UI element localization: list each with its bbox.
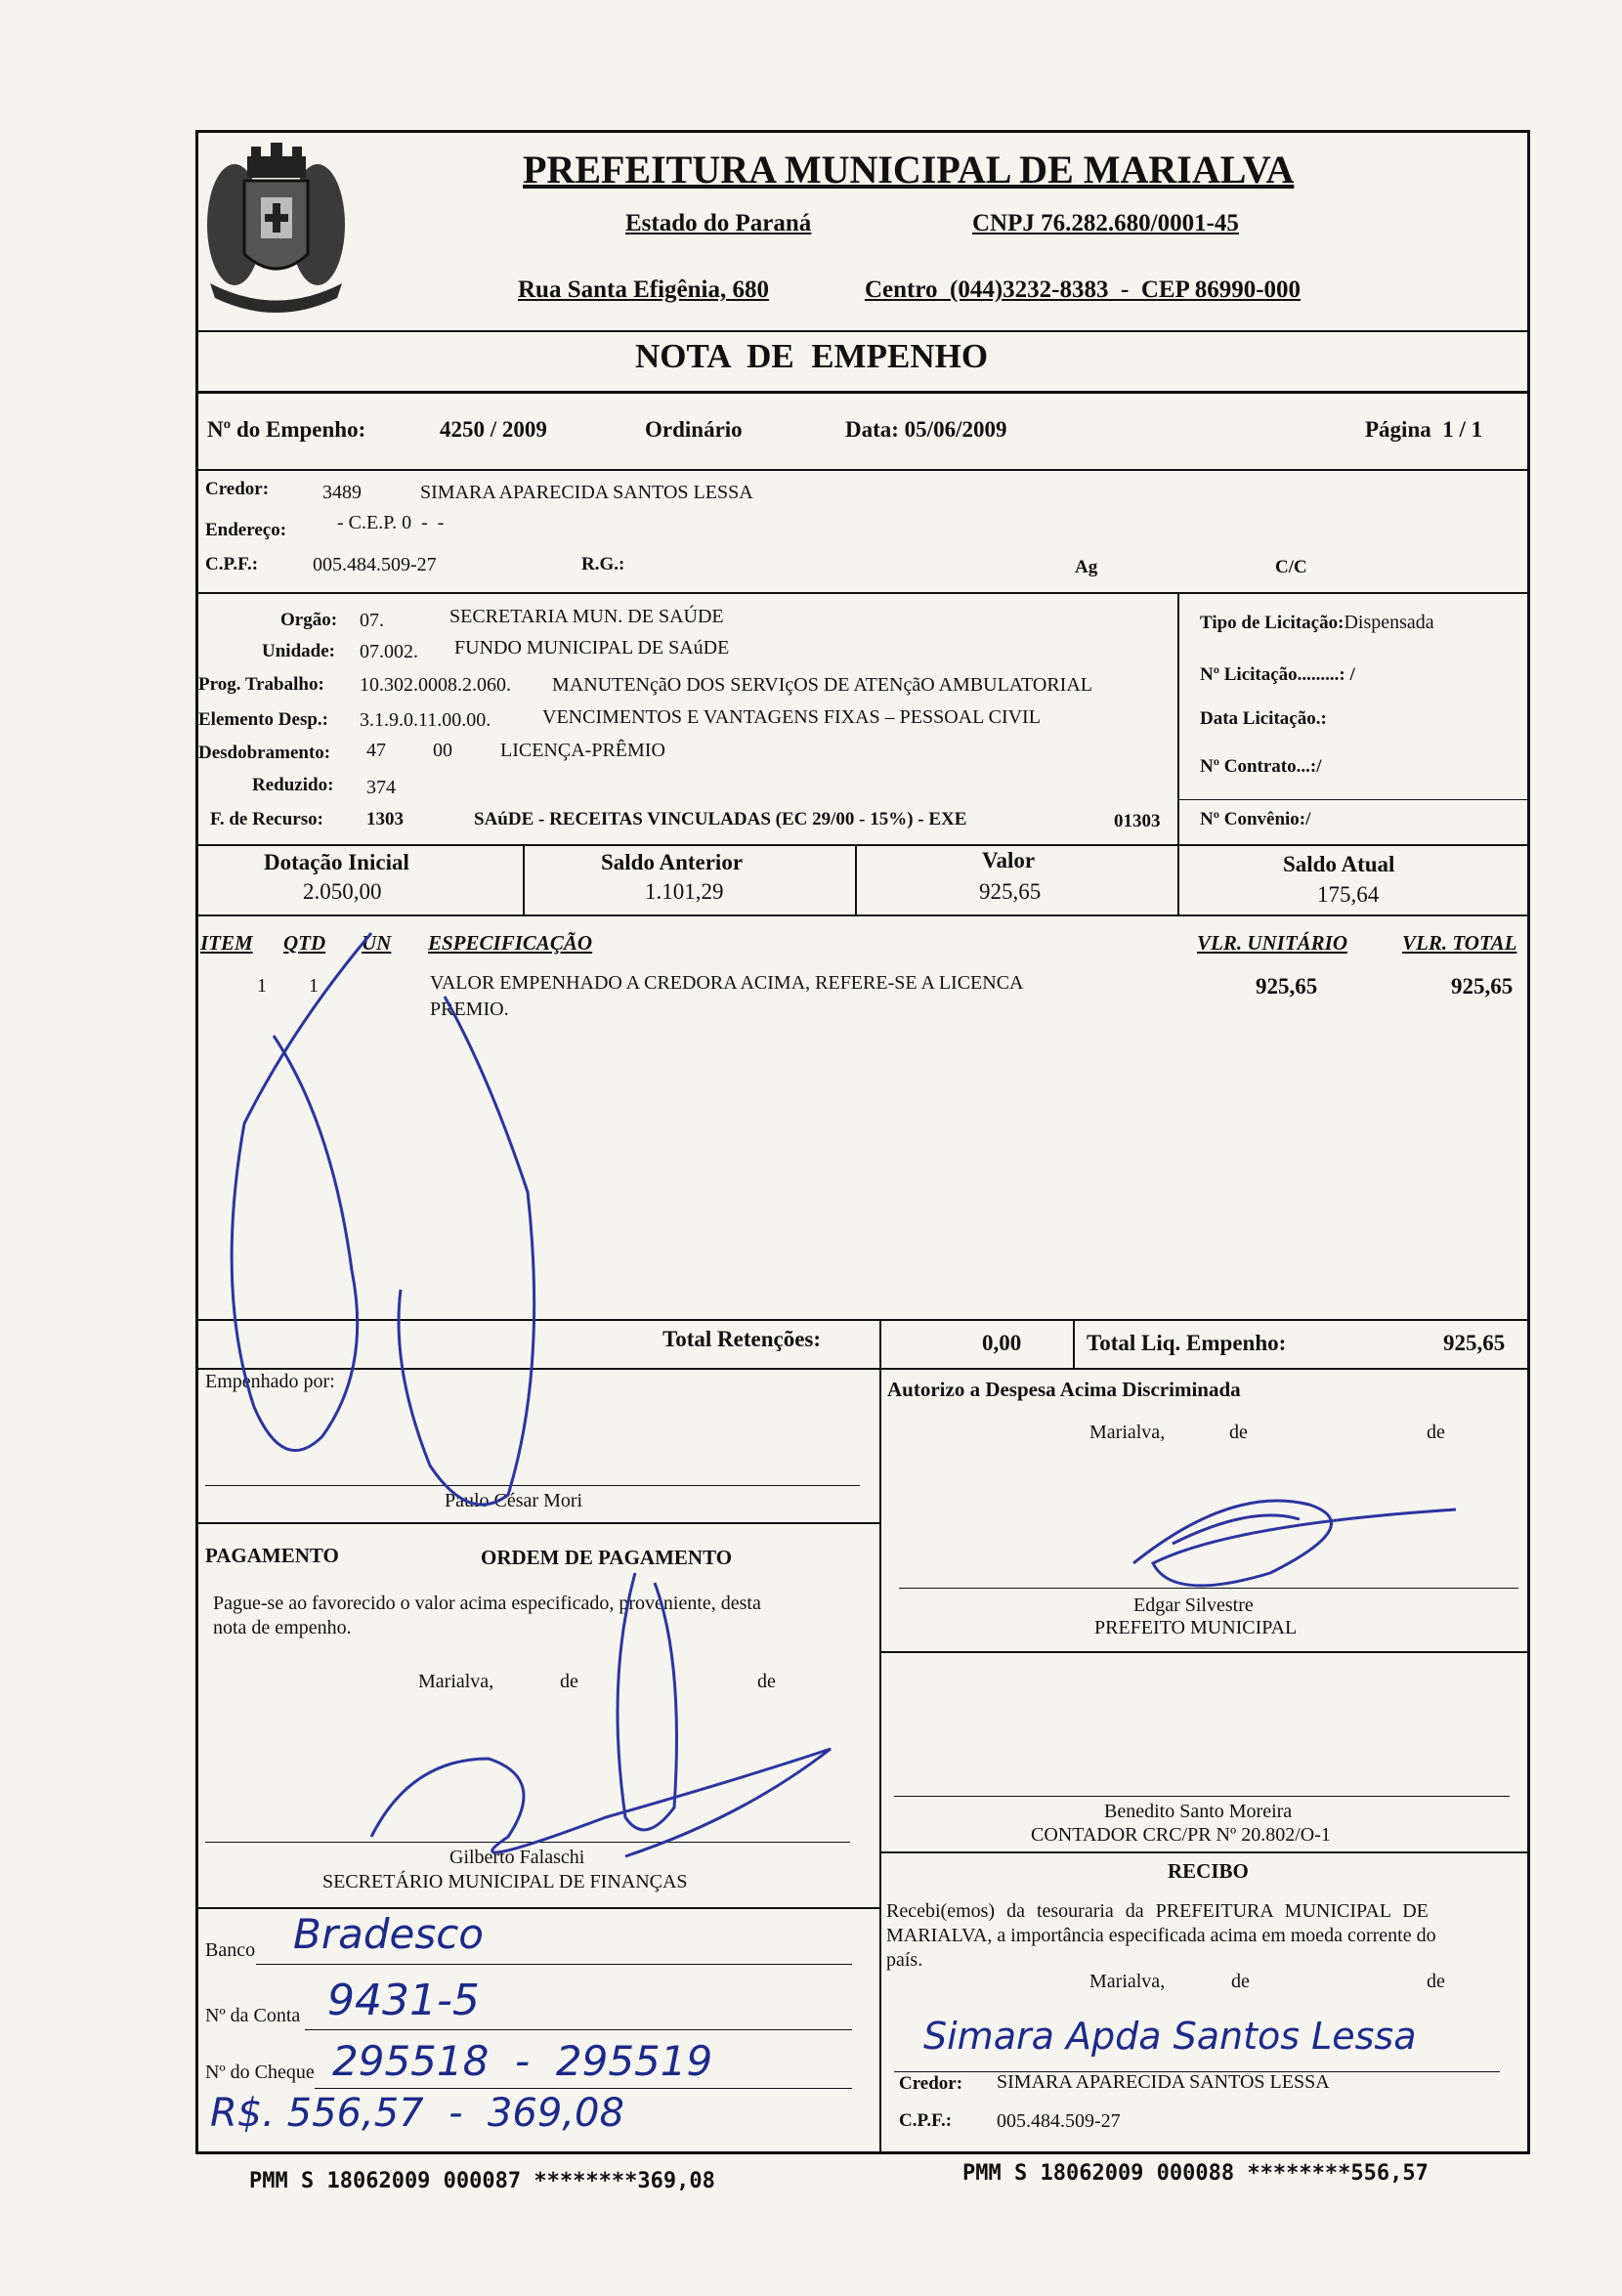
autorizo-de-1: de bbox=[1229, 1422, 1248, 1443]
prog-name: MANUTENçãO DOS SERVIçOS DE ATENçãO AMBULATORIAL bbox=[552, 674, 1092, 696]
empenho-number: 4250 / 2009 bbox=[440, 417, 547, 442]
orgao-code: 07. bbox=[360, 610, 384, 631]
recibo-texto-1: Recebi(emos) da tesouraria da PREFEITURA MUNICIPAL DE bbox=[886, 1900, 1429, 1922]
empenhado-por-label: Empenhado por: bbox=[205, 1371, 335, 1392]
col-especificacao: ESPECIFICAÇÃO bbox=[428, 931, 593, 955]
page-title: PREFEITURA MUNICIPAL DE MARIALVA bbox=[523, 148, 1295, 191]
recibo-credor-nome: SIMARA APARECIDA SANTOS LESSA bbox=[997, 2071, 1330, 2093]
cc-label: C/C bbox=[1275, 557, 1307, 577]
valor-label: Valor bbox=[982, 848, 1036, 872]
address-street: Rua Santa Efigênia, 680 bbox=[518, 276, 769, 303]
col-un: UN bbox=[362, 931, 392, 955]
credor-name: SIMARA APARECIDA SANTOS LESSA bbox=[420, 482, 753, 503]
elemento-code: 3.1.9.0.11.00.00. bbox=[360, 709, 491, 731]
prog-label: Prog. Trabalho: bbox=[198, 674, 324, 695]
recibo-de-2: de bbox=[1427, 1971, 1445, 1992]
desdobramento-name: LICENÇA-PRÊMIO bbox=[500, 740, 665, 761]
saldo-atual-value: 175,64 bbox=[1317, 882, 1380, 907]
unidade-label: Unidade: bbox=[262, 641, 335, 661]
reduzido-label: Reduzido: bbox=[252, 775, 334, 795]
licitacao-data: Data Licitação.: bbox=[1200, 708, 1327, 729]
autenticacao-2: PMM S 18062009 000088 ********556,57 bbox=[962, 2161, 1429, 2186]
conta-value: 9431-5 bbox=[327, 1976, 480, 2025]
recibo-de-1: de bbox=[1231, 1971, 1250, 1992]
recibo-cidade: Marialva, bbox=[1089, 1971, 1166, 1992]
ag-label: Ag bbox=[1075, 557, 1098, 577]
recibo-texto-2: MARIALVA, a importância especificada acima em moeda corrente do bbox=[886, 1925, 1436, 1946]
total-liquido-value: 925,65 bbox=[1443, 1331, 1506, 1355]
total-retencoes-value: 0,00 bbox=[982, 1331, 1022, 1355]
document-title: NOTA DE EMPENHO bbox=[635, 337, 989, 375]
licitacao-tipo-value: Dispensada bbox=[1344, 612, 1434, 633]
prefeito-cargo: PREFEITO MUNICIPAL bbox=[1094, 1617, 1298, 1638]
pagamento-texto-2: nota de empenho. bbox=[213, 1617, 352, 1638]
saldo-atual-label: Saldo Atual bbox=[1283, 852, 1395, 876]
valor-value: 925,65 bbox=[979, 879, 1042, 904]
desdobramento-label: Desdobramento: bbox=[198, 743, 331, 763]
dotacao-inicial-value: 2.050,00 bbox=[303, 879, 382, 904]
cpf-label: C.P.F.: bbox=[205, 554, 259, 574]
orgao-name: SECRETARIA MUN. DE SAÚDE bbox=[449, 606, 724, 627]
autenticacao-1: PMM S 18062009 000087 ********369,08 bbox=[249, 2169, 715, 2193]
recibo-cpf-value: 005.484.509-27 bbox=[997, 2110, 1121, 2132]
banco-label: Banco bbox=[205, 1939, 256, 1961]
empenhado-por-nome: Paulo César Mori bbox=[445, 1490, 583, 1511]
state-label: Estado do Paraná bbox=[625, 210, 812, 236]
elemento-label: Elemento Desp.: bbox=[198, 709, 328, 730]
item-vlr-total: 925,65 bbox=[1451, 974, 1514, 999]
conta-label: Nº da Conta bbox=[205, 2005, 301, 2026]
reduzido-value: 374 bbox=[366, 777, 396, 798]
cheque-valores: R$. 556,57 - 369,08 bbox=[210, 2091, 624, 2136]
item-especificacao-line1: VALOR EMPENHADO A CREDORA ACIMA, REFERE-SE A LICENCA bbox=[430, 972, 1024, 994]
rg-label: R.G.: bbox=[581, 554, 625, 574]
col-qtd: QTD bbox=[283, 931, 326, 955]
elemento-name: VENCIMENTOS E VANTAGENS FIXAS – PESSOAL CIVIL bbox=[542, 706, 1041, 728]
recurso-label: F. de Recurso: bbox=[210, 809, 323, 829]
cnpj-label: CNPJ 76.282.680/0001-45 bbox=[972, 210, 1239, 236]
total-retencoes-label: Total Retenções: bbox=[662, 1327, 822, 1351]
col-vlr-unitario: VLR. UNITÁRIO bbox=[1197, 931, 1348, 955]
licitacao-tipo-text: Tipo de Licitação: bbox=[1200, 613, 1345, 633]
secretario-nome: Gilberto Falaschi bbox=[449, 1847, 585, 1868]
col-vlr-total: VLR. TOTAL bbox=[1402, 931, 1517, 955]
prefeito-nome: Edgar Silvestre bbox=[1133, 1594, 1254, 1616]
endereco-label: Endereço: bbox=[205, 520, 287, 540]
recibo-cpf-label: C.P.F.: bbox=[899, 2110, 953, 2131]
item-vlr-unitario: 925,65 bbox=[1256, 974, 1318, 999]
cheque-label: Nº do Cheque bbox=[205, 2062, 315, 2083]
recibo-title: RECIBO bbox=[1168, 1859, 1249, 1883]
desdobramento-b: 00 bbox=[433, 740, 452, 761]
convenio-numero: Nº Convênio:/ bbox=[1200, 809, 1311, 829]
secretario-cargo: SECRETÁRIO MUNICIPAL DE FINANÇAS bbox=[322, 1871, 688, 1892]
autorizo-cidade: Marialva, bbox=[1089, 1422, 1166, 1443]
item-number: 1 bbox=[257, 975, 267, 997]
col-item: ITEM bbox=[200, 931, 253, 955]
autorizo-de-2: de bbox=[1427, 1422, 1445, 1443]
pagamento-de-1: de bbox=[560, 1671, 578, 1692]
recurso-number: 01303 bbox=[1114, 811, 1161, 831]
unidade-code: 07.002. bbox=[360, 641, 418, 662]
licitacao-numero: Nº Licitação.........: / bbox=[1200, 664, 1355, 685]
recurso-code: 1303 bbox=[366, 809, 404, 829]
credor-code: 3489 bbox=[322, 482, 362, 503]
endereco-value: - C.E.P. 0 - - bbox=[337, 512, 445, 533]
banco-value: Bradesco bbox=[293, 1910, 484, 1958]
recibo-credor-label: Credor: bbox=[899, 2073, 963, 2094]
pagamento-label: PAGAMENTO bbox=[205, 1544, 339, 1567]
recurso-name: SAúDE - RECEITAS VINCULADAS (EC 29/00 - 15%) - EXE bbox=[474, 809, 967, 829]
autorizo-despesa: Autorizo a Despesa Acima Discriminada bbox=[887, 1378, 1241, 1401]
dotacao-inicial-label: Dotação Inicial bbox=[264, 850, 409, 874]
pagamento-texto-1: Pague-se ao favorecido o valor acima especificado, proveniente, desta bbox=[213, 1593, 761, 1614]
total-liquido-label: Total Liq. Empenho: bbox=[1087, 1331, 1287, 1355]
cpf-value: 005.484.509-27 bbox=[313, 554, 437, 575]
saldo-anterior-label: Saldo Anterior bbox=[601, 850, 744, 874]
credor-assinatura: Simara Apda Santos Lessa bbox=[923, 2015, 1417, 2058]
empenho-date: Data: 05/06/2009 bbox=[845, 417, 1007, 442]
pagamento-cidade: Marialva, bbox=[418, 1671, 494, 1692]
saldo-anterior-value: 1.101,29 bbox=[645, 879, 724, 904]
contrato-numero: Nº Contrato...:/ bbox=[1200, 756, 1322, 777]
cheque-value: 295518 - 295519 bbox=[332, 2037, 713, 2085]
desdobramento-a: 47 bbox=[366, 740, 386, 761]
empenho-type: Ordinário bbox=[645, 417, 743, 442]
unidade-name: FUNDO MUNICIPAL DE SAúDE bbox=[454, 637, 730, 659]
licitacao-tipo-label bbox=[1200, 612, 1434, 634]
orgao-label: Orgão: bbox=[280, 610, 338, 630]
item-especificacao-line2: PREMIO. bbox=[430, 999, 509, 1020]
contador-cargo: CONTADOR CRC/PR Nº 20.802/O-1 bbox=[1031, 1824, 1331, 1846]
prog-code: 10.302.0008.2.060. bbox=[360, 674, 511, 696]
credor-label: Credor: bbox=[205, 479, 270, 499]
address-rest: Centro (044)3232-8383 - CEP 86990-000 bbox=[865, 276, 1302, 303]
pagamento-de-2: de bbox=[757, 1671, 776, 1692]
item-qtd: 1 bbox=[309, 975, 319, 997]
empenho-number-label: Nº do Empenho: bbox=[207, 417, 366, 442]
page-indicator: Página 1 / 1 bbox=[1365, 417, 1483, 442]
contador-nome: Benedito Santo Moreira bbox=[1104, 1801, 1293, 1822]
ordem-pagamento-label: ORDEM DE PAGAMENTO bbox=[481, 1546, 733, 1569]
recibo-texto-3: país. bbox=[886, 1949, 923, 1971]
